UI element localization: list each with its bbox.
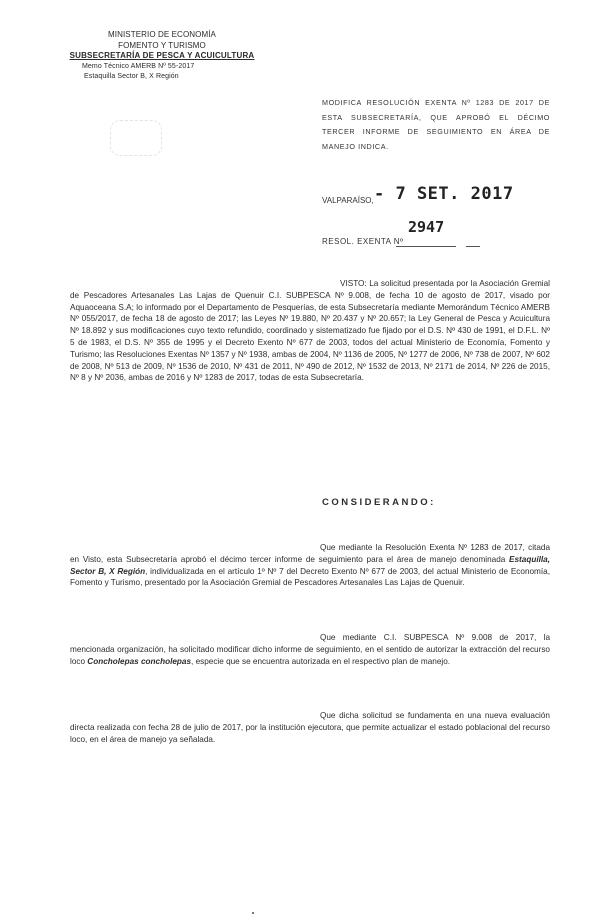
considerando-1-text-a: Que mediante la Resolución Exenta Nº 1283 de 2017, citada en Visto, esta Subsecretaría aprobó el décimo tercer informe de seguimiento para el área de manejo denominada — [70, 543, 550, 564]
stamped-date: - 7 SET. 2017 — [374, 184, 514, 204]
visto-lead: VISTO: — [340, 279, 367, 288]
letterhead — [62, 30, 262, 83]
letterhead-ministry: MINISTERIO DE ECONOMÍA — [108, 30, 216, 39]
letterhead-area: Estaquilla Sector B, X Región — [84, 73, 179, 80]
considerando-2-species: Concholepas concholepas — [87, 656, 192, 666]
resolution-subject: MODIFICA RESOLUCIÓN EXENTA Nº 1283 DE 2017 DE ESTA SUBSECRETARÍA, QUE APROBÓ EL DÉCIMO TERCER INFORME DE SEGUIMIENTO EN ÁREA DE MANEJO INDICA. — [322, 98, 550, 151]
resolution-label: RESOL. EXENTA Nº — [322, 237, 404, 246]
considerando-1-area-name: Estaquilla, Sector B, X Región — [70, 554, 550, 576]
visto-paragraph — [70, 278, 550, 384]
resolution-number-block — [322, 218, 562, 252]
faded-stamp — [110, 120, 162, 156]
letterhead-ministry-2: FOMENTO Y TURISMO — [118, 40, 206, 50]
letterhead-memo: Memo Técnico AMERB Nº 55-2017 — [82, 62, 195, 70]
letterhead-subsecretaria: SUBSECRETARÍA DE PESCA Y ACUICULTURA — [69, 51, 255, 60]
considerando-1-text-b: , individualizada en el artículo 1º Nº 7 del Decreto Exento Nº 677 de 2003, del actual Ministerio de Economía, Fomento y Turismo, presentado por la Asociación Gremial de Pescadores Artesanales Las Lajas de Quenuir. — [70, 566, 550, 588]
resolution-number-line — [396, 246, 456, 247]
resolution-number: 2947 — [408, 218, 445, 236]
considerando-3-text: Que dicha solicitud se fundamenta en una nueva evaluación directa realizada con fecha 28 de julio de 2017, por la institución ejecutora, que permite actualizar el estado poblacional del recurso loco, en el área de manejo ya señalada. — [70, 711, 550, 744]
visto-text: La solicitud presentada por la Asociación Gremial de Pescadores Artesanales Las Lajas de Quenuir C.I. SUBPESCA Nº 9.008, de fecha 10 de agosto de 2017, visado por Aquaoceana S.A; lo informado por el Departamento de Pesquerías, de esta Subsecretaría mediante Memorándum Técnico AMERB Nº 055/2017, de fecha 18 de agosto de 2017; las Leyes Nº 19.880, Nº 20.437 y Nº 20.657; la Ley General de Pesca y Acuicultura Nº 18.892 y sus modificaciones cuyo texto refundido, coordinado y sistematizado fue fijado por el D.S. Nº 430 de 1991, el D.F.L. Nº 5 de 1983, el D.S. Nº 355 de 1995 y el Decreto Exento Nº 677 de 2003, todos del actual Ministerio de Economía, Fomento y Turismo; las Resoluciones Exentas Nº 1357 y Nº 1938, ambas de 2004, Nº 1136 de 2005, Nº 1277 de 2006, Nº 738 de 2007, Nº 602 de 2008, Nº 513 de 2009, Nº 1536 de 2010, Nº 431 de 2011, Nº 490 de 2012, Nº 1532 de 2013, Nº 2171 de 2014, Nº 226 de 2015, Nº 8 y Nº 2036, ambas de 2016 y Nº 1283 de 2017, todas de esta Subsecretaría. — [70, 279, 550, 383]
considerando-heading: CONSIDERANDO: — [322, 497, 436, 508]
scan-speck — [252, 912, 254, 914]
considerando-2-text-b: , especie que se encuentra autorizada en el respectivo plan de manejo. — [191, 656, 451, 666]
considerando-paragraph-1 — [70, 542, 550, 589]
considerando-paragraph-3 — [70, 710, 550, 745]
considerando-paragraph-2 — [70, 632, 550, 667]
city: VALPARAÍSO, — [322, 196, 374, 205]
resolution-number-line-2 — [466, 246, 480, 247]
place-date — [322, 184, 562, 208]
considerando-2-text-a: Que mediante C.I. SUBPESCA Nº 9.008 de 2017, la mencionada organización, ha solicitado modificar dicho informe de seguimiento, en el sentido de autorizar la extracción del recurso loco — [70, 633, 550, 666]
